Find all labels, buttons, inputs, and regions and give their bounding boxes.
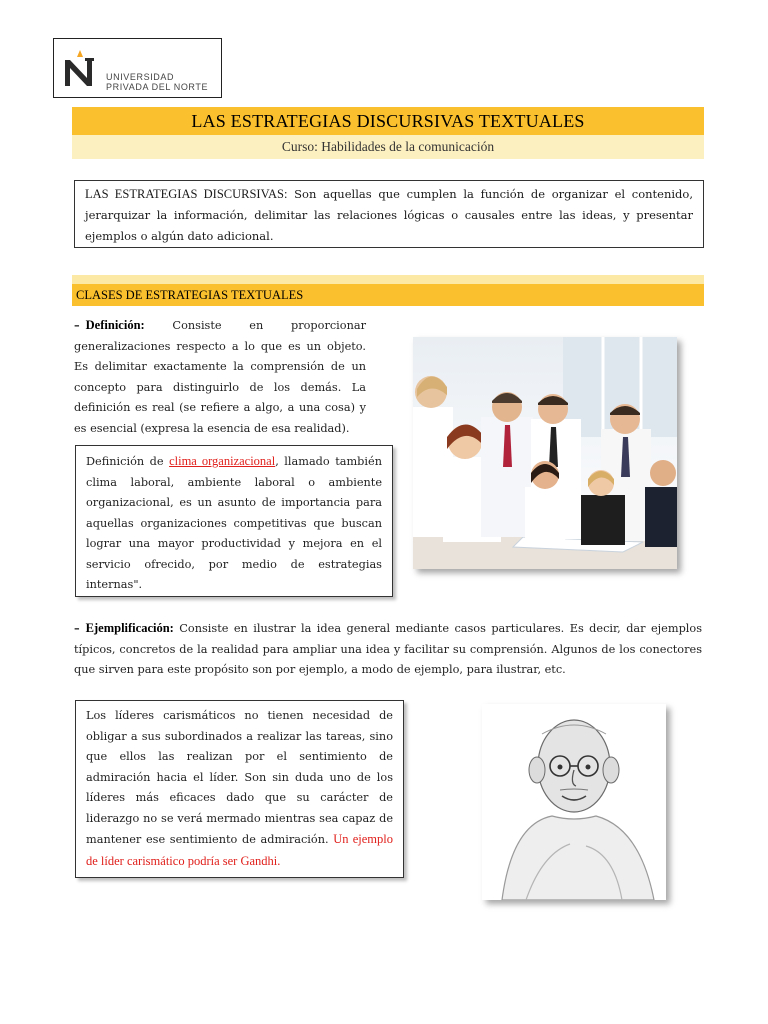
- definicion-example-highlight: clima organizacional: [169, 454, 276, 468]
- ejemplificacion-example-text: Los líderes carismáticos no tienen necesidad de obligar a sus subordinados a realizar las tareas, sino que ellos las realizan por el sentimiento de admiración hacia el líder. Son sin duda uno de los líderes más eficaces dado que su carácter de liderazgo no se verá mermado mientras sea capaz de mantener ese sentimiento de admiración.: [86, 709, 393, 846]
- intro-text: Son aquellas que cumplen la función de organizar el contenido, jerarquizar la información, delimitar las relaciones lógicas o causales entre las ideas, y presentar ejemplos o algún dato adicional.: [85, 187, 693, 243]
- logo-wordmark: [106, 72, 208, 92]
- definicion-term: Definición:: [85, 318, 145, 332]
- university-logo: [53, 38, 222, 98]
- gandhi-sketch-illustration: [482, 704, 666, 900]
- team-meeting-illustration: [413, 337, 677, 569]
- upn-logo-icon: [59, 48, 101, 90]
- course-subtitle: Curso: Habilidades de la comunicación: [72, 135, 704, 159]
- bullet-dash: –: [74, 318, 80, 332]
- logo-line-2: PRIVADA DEL NORTE: [106, 82, 209, 92]
- ejemplificacion-text: Consiste en ilustrar la idea general mediante casos particulares. Es decir, dar ejemplos típicos, concretos de la realidad para ampliar una idea y facilitar su comprensión. Algunos de los conectores que sirven para este propósito son por ejemplo, a modo de ejemplo, para ilustrar, etc.: [74, 622, 703, 676]
- definicion-paragraph: [74, 315, 366, 439]
- definicion-example-pre: Definición de: [86, 455, 164, 468]
- ejemplificacion-paragraph: [74, 618, 702, 681]
- office-team-photo: [413, 337, 677, 569]
- section-band: [72, 275, 704, 284]
- section-title: CLASES DE ESTRATEGIAS TEXTUALES: [72, 284, 704, 306]
- definicion-example-post: , llamado también clima laboral, ambiente laboral o ambiente organizacional, es un asunto de importancia para aquellas organizaciones competitivas que buscan lograr una mayor productividad y mejora en el servicio ofrecido, por medio de estrategias internas".: [86, 455, 382, 591]
- intro-definition-box: [74, 180, 704, 248]
- gandhi-portrait: [482, 704, 666, 900]
- bullet-dash: –: [74, 621, 80, 635]
- ejemplificacion-example-box: [75, 700, 404, 878]
- logo-line-1: UNIVERSIDAD: [106, 72, 175, 82]
- ejemplificacion-term: Ejemplificación:: [85, 621, 174, 635]
- definicion-example-box: [75, 445, 393, 597]
- intro-term: LAS ESTRATEGIAS DISCURSIVAS:: [85, 187, 288, 201]
- page-title: LAS ESTRATEGIAS DISCURSIVAS TEXTUALES: [72, 107, 704, 135]
- ejemplificacion-example-highlight: Un ejemplo de líder carismático podría ser Gandhi.: [86, 832, 393, 868]
- definicion-text: Consiste en proporcionar generalizaciones respecto a lo que es un objeto. Es delimitar exactamente la comprensión de un concepto para distinguirlo de los demás. La definición es real (se refiere a algo, a una cosa) y es esencial (expresa la esencia de esa realidad).: [74, 319, 366, 435]
